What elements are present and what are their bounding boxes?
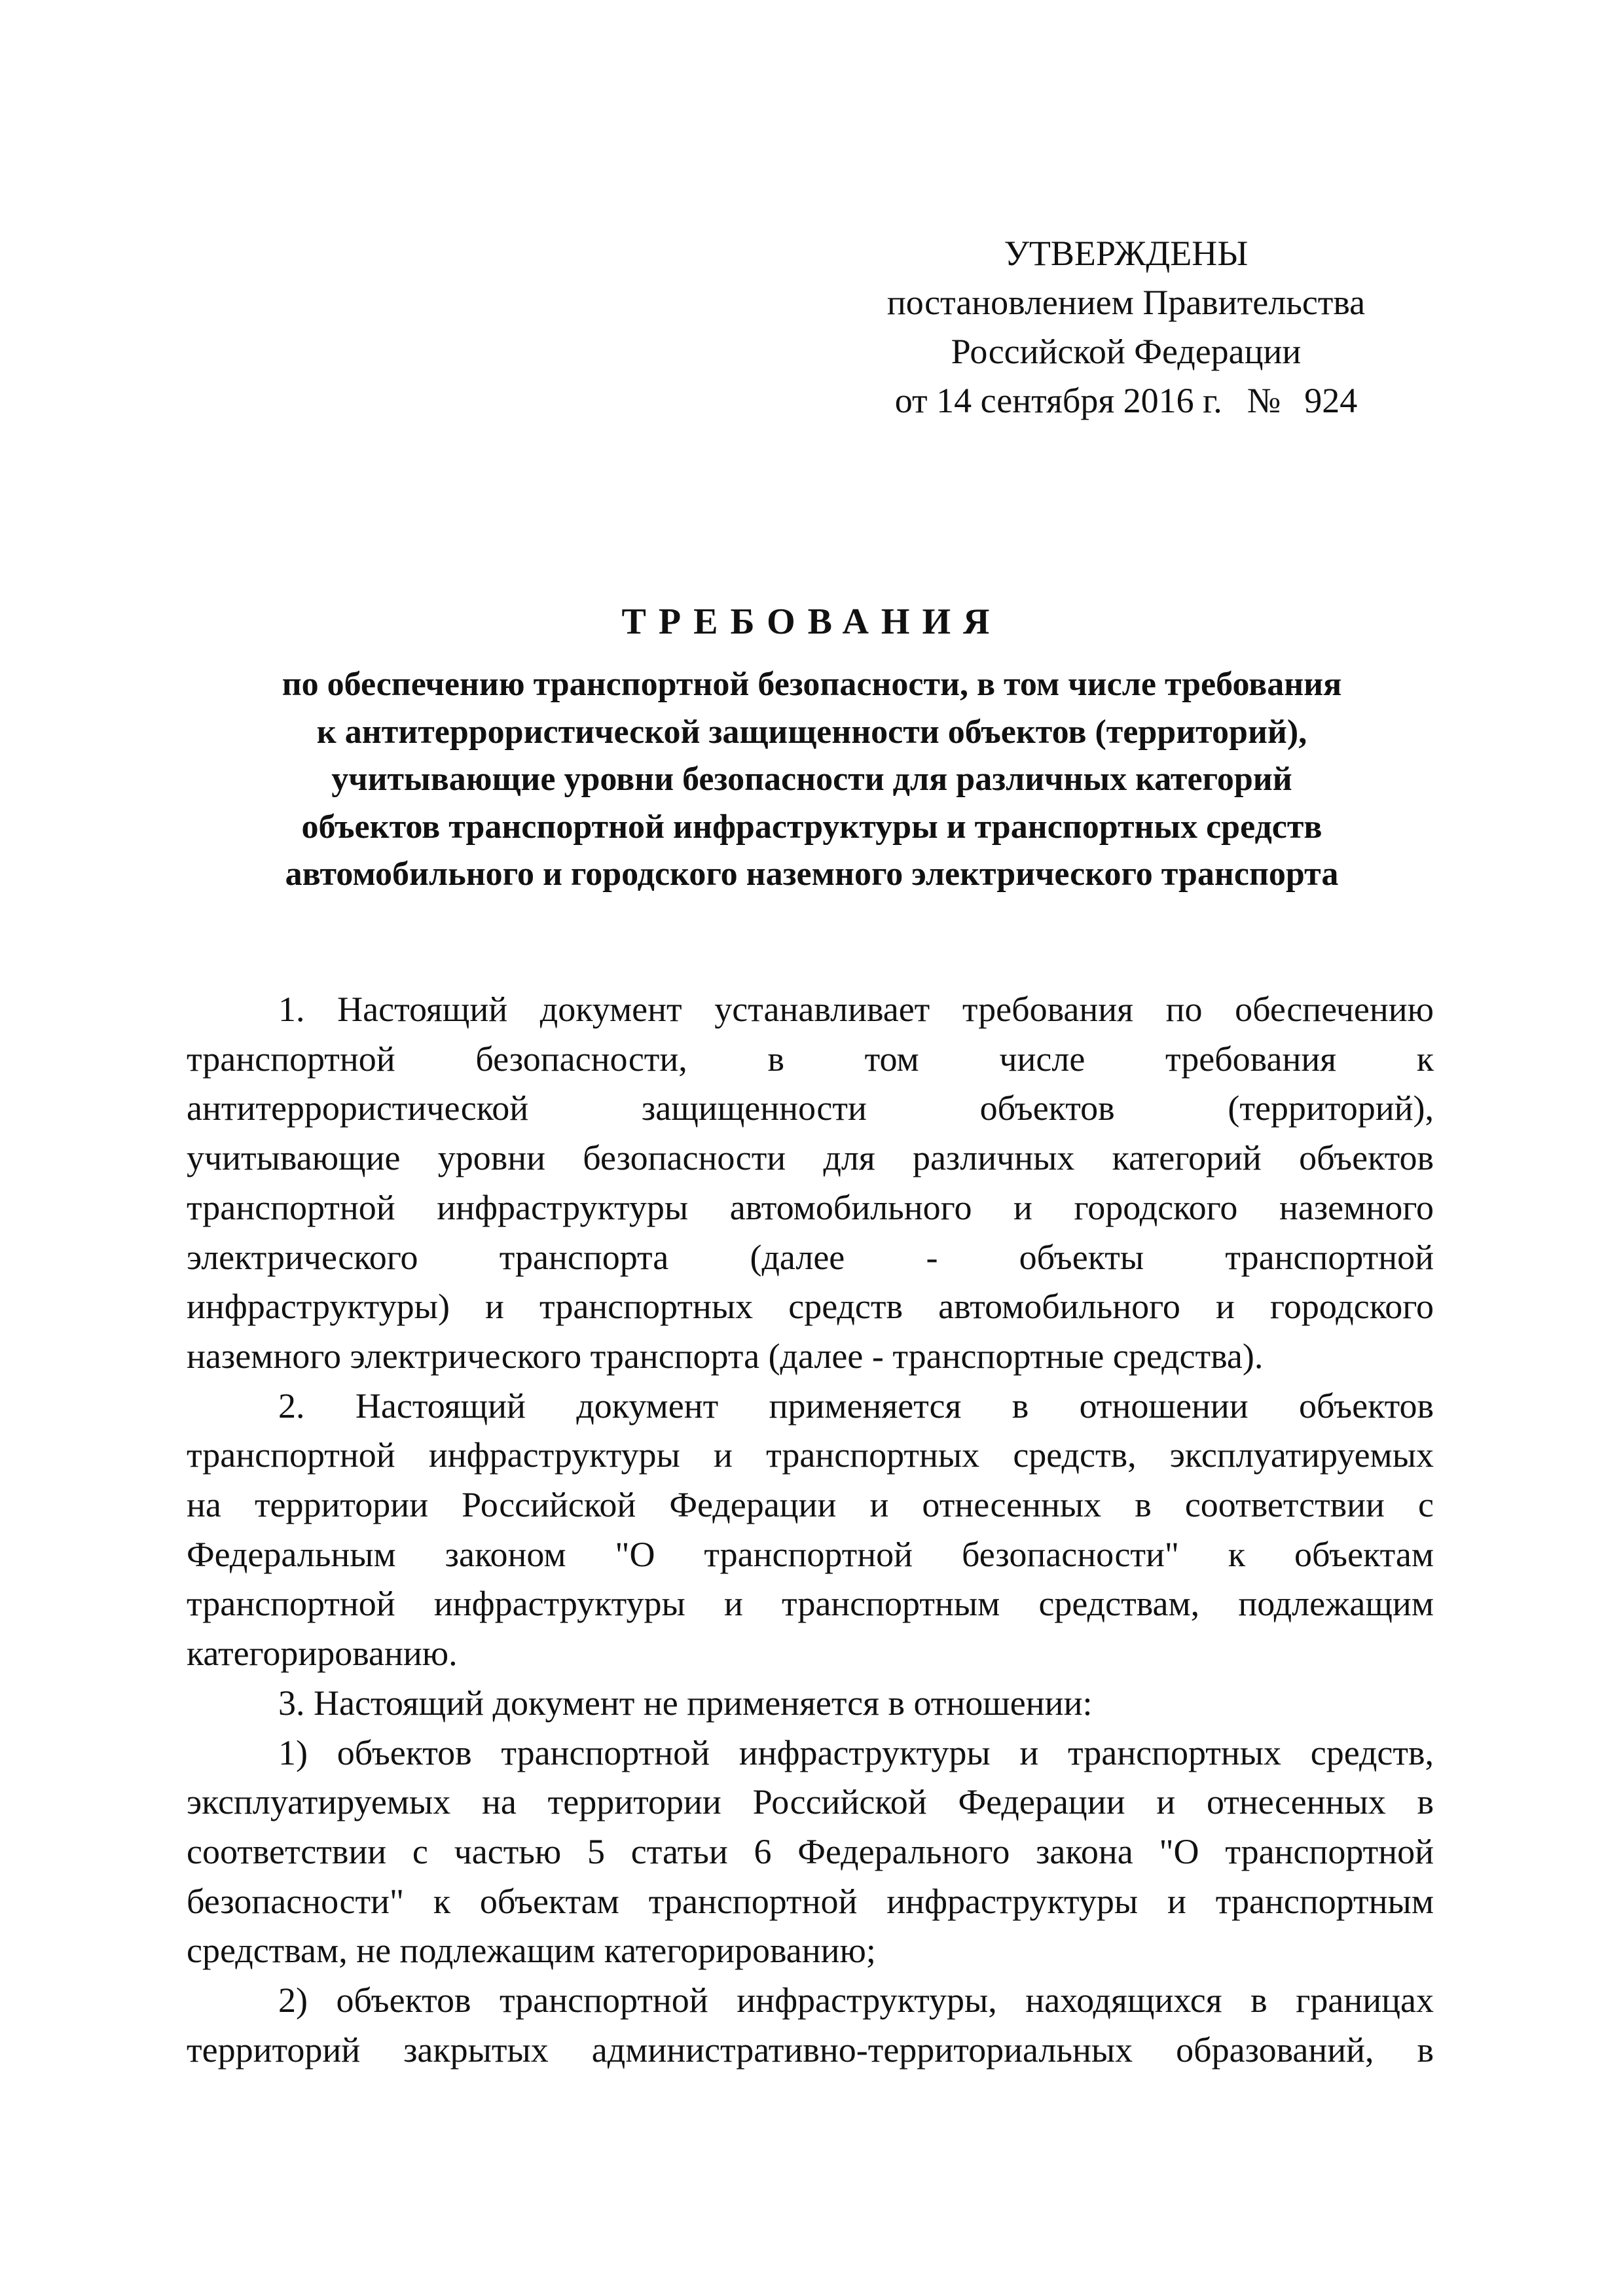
paragraph-1-line: антитеррористической защищенности объектов (территорий), (187, 1088, 1434, 1128)
subtitle-line: автомобильного и городского наземного электрического транспорта (285, 855, 1339, 893)
number-sign: № (1247, 381, 1281, 420)
paragraph-1-line: электрического транспорта (далее - объекты транспортной (187, 1237, 1434, 1277)
item-2-line: 2) объектов транспортной инфраструктуры, находящихся в границах (278, 1981, 1434, 2020)
document-title: ТРЕБОВАНИЯ (621, 601, 1002, 642)
document-subtitle (183, 661, 1440, 899)
paragraph-2-line: транспортной инфраструктуры и транспортных средств, эксплуатируемых (187, 1435, 1434, 1475)
paragraph-1-line: наземного электрического транспорта (далее - транспортные средства). (187, 1336, 1264, 1376)
approval-heading: УТВЕРЖДЕНЫ (1004, 234, 1249, 273)
item-1-line: соответствии с частью 5 статьи 6 Федерального закона "О транспортной (187, 1831, 1434, 1871)
item-1-line: средствам, не подлежащим категорированию; (187, 1931, 876, 1971)
subtitle-line: объектов транспортной инфраструктуры и транспортных средств (301, 808, 1322, 846)
approval-line-2: Российской Федерации (951, 332, 1302, 371)
paragraph-2-line: Федеральным законом "О транспортной безопасности" к объектам (187, 1534, 1434, 1574)
item-2-line: территорий закрытых административно-территориальных образований, в (187, 2030, 1434, 2070)
approval-line-1: постановлением Правительства (886, 283, 1366, 322)
paragraph-1-line: инфраструктуры) и транспортных средств автомобильного и городского (187, 1287, 1434, 1327)
subtitle-line: по обеспечению транспортной безопасности, в том числе требования (282, 666, 1342, 703)
paragraph-1-line: 1. Настоящий документ устанавливает требования по обеспечению (278, 990, 1434, 1029)
decree-number: 924 (1304, 381, 1358, 420)
paragraph-3-line: 3. Настоящий документ не применяется в отношении: (278, 1683, 1093, 1723)
approval-date: от 14 сентября 2016 г. (894, 381, 1222, 420)
paragraph-1-line: транспортной безопасности, в том числе требования к (187, 1039, 1434, 1079)
paragraph-1-line: учитывающие уровни безопасности для различных категорий объектов (187, 1138, 1434, 1178)
paragraph-2-line: транспортной инфраструктуры и транспортным средствам, подлежащим (187, 1584, 1434, 1624)
paragraph-1-line: транспортной инфраструктуры автомобильного и городского наземного (187, 1187, 1434, 1227)
subtitle-line: к антитеррористической защищенности объектов (территорий), (316, 713, 1307, 751)
approval-block (805, 229, 1447, 425)
approval-date-line (805, 376, 1447, 425)
subtitle-line: учитывающие уровни безопасности для различных категорий (331, 761, 1292, 798)
item-1-line: 1) объектов транспортной инфраструктуры и транспортных средств, (278, 1732, 1434, 1772)
item-1-line: эксплуатируемых на территории Российской Федерации и отнесенных в (187, 1782, 1434, 1822)
item-1-line: безопасности" к объектам транспортной инфраструктуры и транспортным (187, 1881, 1434, 1921)
paragraph-2-line: 2. Настоящий документ применяется в отношении объектов (278, 1386, 1434, 1426)
document-body (187, 985, 1434, 2075)
paragraph-2-line: категорированию. (187, 1634, 458, 1674)
paragraph-2-line: на территории Российской Федерации и отнесенных в соответствии с (187, 1485, 1434, 1525)
